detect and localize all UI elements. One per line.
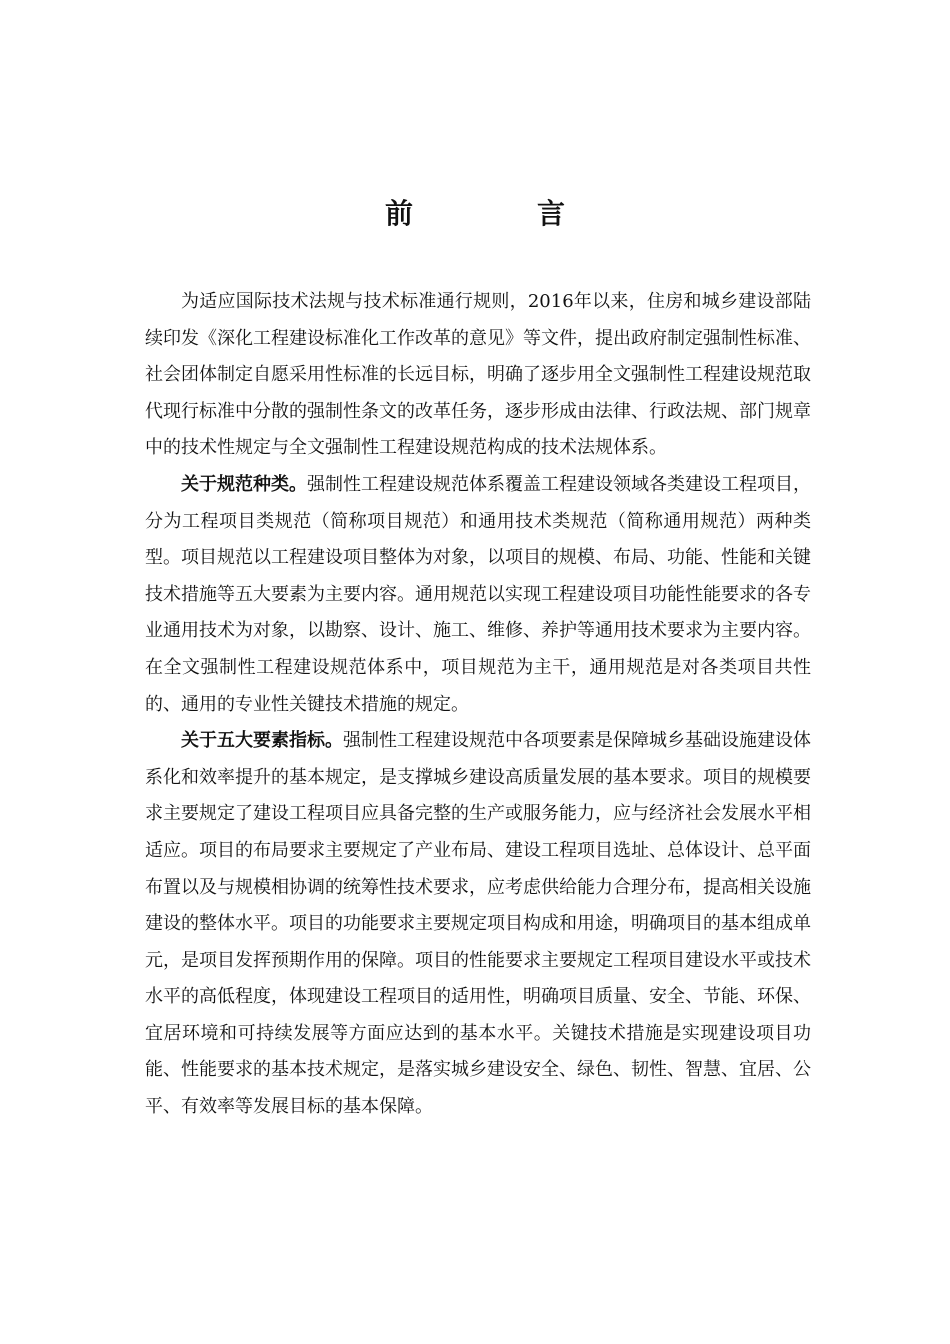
paragraph-lead: 关于五大要素指标。 [181, 730, 343, 752]
paragraph-text: 强制性工程建设规范中各项要素是保障城乡基础设施建设体系化和效率提升的基本规定，是支撑城乡建设高质量发展的基本要求。项目的规模要求主要规定了建设工程项目应具备完整的生产或服务能力，应与经济社会发展水平相适应。项目的布局要求主要规定了产业布局、建设工程项目选址、总体设计、总平面布置以及与规模相协调的统筹性技术要求，应考虑供给能力合理分布，提高相关设施建设的整体水平。项目的功能要求主要规定项目构成和用途，明确项目的基本组成单元，是项目发挥预期作用的保障。项目的性能要求主要规定工程项目建设水平或技术水平的高低程度，体现建设工程项目的适用性，明确项目质量、安全、节能、环保、宜居环境和可持续发展等方面应达到的基本水平。关键技术措施是实现建设项目功能、性能要求的基本技术规定，是落实城乡建设安全、绿色、韧性、智慧、宜居、公平、有效率等发展目标的基本保障。 [145, 730, 811, 1118]
preface-body [145, 284, 811, 1126]
paragraph-text: 为适应国际技术法规与技术标准通行规则，2016年以来，住房和城乡建设部陆续印发《深化工程建设标准化工作改革的意见》等文件，提出政府制定强制性标准、社会团体制定自愿采用性标准的长远目标，明确了逐步用全文强制性工程建设规范取代现行标准中分散的强制性条文的改革任务，逐步形成由法律、行政法规、部门规章中的技术性规定与全文强制性工程建设规范构成的技术法规体系。 [145, 291, 811, 459]
page-title: 前 言 [384, 197, 613, 230]
paragraph-intro [145, 284, 811, 467]
paragraph-spec-types [145, 467, 811, 723]
paragraph-five-elements [145, 723, 811, 1126]
paragraph-lead: 关于规范种类。 [181, 473, 307, 495]
paragraph-text: 强制性工程建设规范体系覆盖工程建设领域各类建设工程项目，分为工程项目类规范（简称项目规范）和通用技术类规范（简称通用规范）两种类型。项目规范以工程建设项目整体为对象，以项目的规模、布局、功能、性能和关键技术措施等五大要素为主要内容。通用规范以实现工程建设项目功能性能要求的各专业通用技术为对象，以勘察、设计、施工、维修、养护等通用技术要求为主要内容。在全文强制性工程建设规范体系中，项目规范为主干，通用规范是对各类项目共性的、通用的专业性关键技术措施的规定。 [145, 473, 811, 715]
